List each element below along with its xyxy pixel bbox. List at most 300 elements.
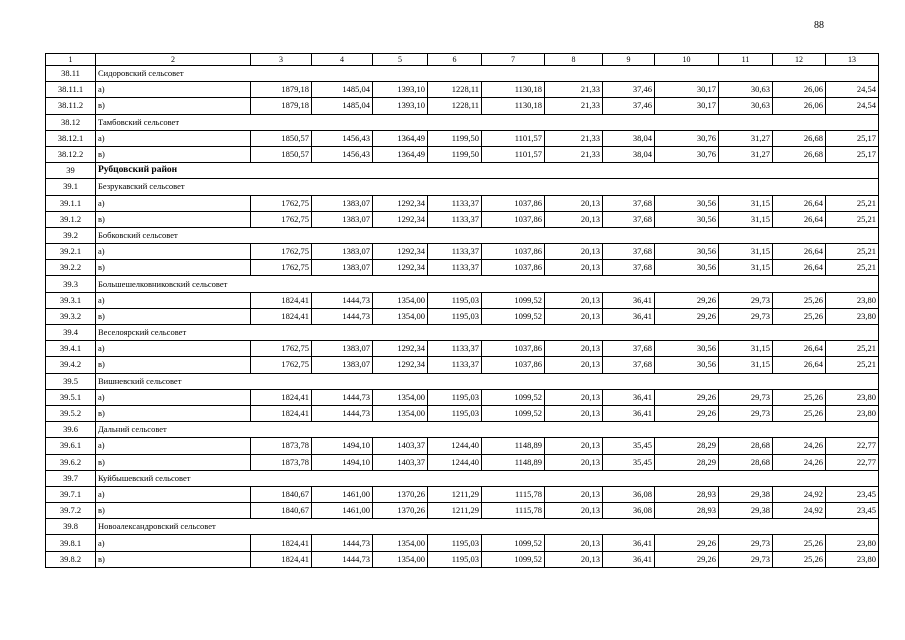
value-cell: 38,04 xyxy=(603,130,655,146)
column-number-cell: 2 xyxy=(96,54,251,66)
value-cell: 26,64 xyxy=(773,341,826,357)
value-cell: 21,33 xyxy=(545,146,603,162)
value-cell: 1199,50 xyxy=(428,130,482,146)
value-cell: 29,26 xyxy=(655,405,719,421)
column-number-cell: 3 xyxy=(251,54,312,66)
value-cell: 29,26 xyxy=(655,535,719,551)
value-cell: 20,13 xyxy=(545,535,603,551)
value-cell: 1850,57 xyxy=(251,130,312,146)
value-cell: 20,13 xyxy=(545,486,603,502)
value-cell: 25,21 xyxy=(826,244,879,260)
section-code-cell: 39.2 xyxy=(46,227,96,243)
value-cell: 28,68 xyxy=(719,438,773,454)
row-label-cell: в) xyxy=(96,551,251,567)
column-number-cell: 8 xyxy=(545,54,603,66)
value-cell: 1354,00 xyxy=(373,292,428,308)
value-cell: 31,15 xyxy=(719,260,773,276)
value-cell: 1383,07 xyxy=(312,341,373,357)
value-cell: 1037,86 xyxy=(482,195,545,211)
value-cell: 23,45 xyxy=(826,503,879,519)
value-cell: 1244,40 xyxy=(428,454,482,470)
value-cell: 1873,78 xyxy=(251,438,312,454)
value-cell: 1824,41 xyxy=(251,292,312,308)
table-row xyxy=(46,260,879,276)
row-code-cell: 38.12.2 xyxy=(46,146,96,162)
row-label-cell: в) xyxy=(96,211,251,227)
value-cell: 37,68 xyxy=(603,341,655,357)
value-cell: 1393,10 xyxy=(373,98,428,114)
row-label-cell: в) xyxy=(96,98,251,114)
value-cell: 1444,73 xyxy=(312,405,373,421)
value-cell: 29,26 xyxy=(655,308,719,324)
value-cell: 26,64 xyxy=(773,244,826,260)
row-code-cell: 39.2.1 xyxy=(46,244,96,260)
value-cell: 1762,75 xyxy=(251,244,312,260)
section-row xyxy=(46,470,879,486)
value-cell: 1824,41 xyxy=(251,389,312,405)
value-cell: 1824,41 xyxy=(251,405,312,421)
row-label-cell: в) xyxy=(96,357,251,373)
value-cell: 1873,78 xyxy=(251,454,312,470)
table-row xyxy=(46,405,879,421)
section-row xyxy=(46,66,879,82)
value-cell: 1148,89 xyxy=(482,438,545,454)
table-row xyxy=(46,244,879,260)
district-row xyxy=(46,163,879,179)
value-cell: 30,56 xyxy=(655,260,719,276)
value-cell: 1037,86 xyxy=(482,341,545,357)
value-cell: 30,63 xyxy=(719,98,773,114)
column-number-cell: 9 xyxy=(603,54,655,66)
row-label-cell: а) xyxy=(96,130,251,146)
value-cell: 1383,07 xyxy=(312,357,373,373)
section-title-cell: Веселоярский сельсовет xyxy=(96,325,879,341)
section-row xyxy=(46,422,879,438)
value-cell: 1879,18 xyxy=(251,82,312,98)
value-cell: 1456,43 xyxy=(312,130,373,146)
row-label-cell: а) xyxy=(96,292,251,308)
row-label-cell: а) xyxy=(96,195,251,211)
value-cell: 30,17 xyxy=(655,98,719,114)
value-cell: 1824,41 xyxy=(251,308,312,324)
value-cell: 1461,00 xyxy=(312,486,373,502)
value-cell: 29,38 xyxy=(719,503,773,519)
section-title-cell: Куйбышевский сельсовет xyxy=(96,470,879,486)
value-cell: 36,41 xyxy=(603,308,655,324)
value-cell: 20,13 xyxy=(545,503,603,519)
column-number-cell: 5 xyxy=(373,54,428,66)
value-cell: 29,26 xyxy=(655,292,719,308)
value-cell: 29,73 xyxy=(719,308,773,324)
value-cell: 38,04 xyxy=(603,146,655,162)
value-cell: 36,08 xyxy=(603,486,655,502)
value-cell: 1292,34 xyxy=(373,195,428,211)
value-cell: 1292,34 xyxy=(373,357,428,373)
row-code-cell: 39.6.2 xyxy=(46,454,96,470)
section-code-cell: 38.11 xyxy=(46,66,96,82)
value-cell: 1228,11 xyxy=(428,98,482,114)
value-cell: 1354,00 xyxy=(373,308,428,324)
value-cell: 1824,41 xyxy=(251,535,312,551)
value-cell: 1444,73 xyxy=(312,389,373,405)
value-cell: 1485,04 xyxy=(312,98,373,114)
value-cell: 30,56 xyxy=(655,244,719,260)
value-cell: 1101,57 xyxy=(482,146,545,162)
table-row xyxy=(46,389,879,405)
value-cell: 1211,29 xyxy=(428,503,482,519)
table-row xyxy=(46,82,879,98)
row-label-cell: в) xyxy=(96,454,251,470)
section-title-cell: Бобковский сельсовет xyxy=(96,227,879,243)
section-row xyxy=(46,179,879,195)
value-cell: 26,68 xyxy=(773,146,826,162)
value-cell: 1195,03 xyxy=(428,292,482,308)
row-label-cell: в) xyxy=(96,503,251,519)
value-cell: 23,80 xyxy=(826,308,879,324)
section-title-cell: Безрукавский сельсовет xyxy=(96,179,879,195)
row-code-cell: 39.1.2 xyxy=(46,211,96,227)
value-cell: 36,41 xyxy=(603,405,655,421)
value-cell: 23,80 xyxy=(826,551,879,567)
value-cell: 24,26 xyxy=(773,454,826,470)
value-cell: 37,46 xyxy=(603,82,655,98)
section-row xyxy=(46,325,879,341)
table-row xyxy=(46,130,879,146)
value-cell: 1444,73 xyxy=(312,292,373,308)
value-cell: 31,27 xyxy=(719,146,773,162)
value-cell: 1444,73 xyxy=(312,551,373,567)
value-cell: 30,63 xyxy=(719,82,773,98)
section-code-cell: 39 xyxy=(46,163,96,179)
value-cell: 26,06 xyxy=(773,98,826,114)
value-cell: 37,68 xyxy=(603,357,655,373)
row-label-cell: а) xyxy=(96,486,251,502)
value-cell: 1364,49 xyxy=(373,146,428,162)
row-code-cell: 38.11.1 xyxy=(46,82,96,98)
value-cell: 30,56 xyxy=(655,341,719,357)
value-cell: 37,68 xyxy=(603,211,655,227)
value-cell: 1456,43 xyxy=(312,146,373,162)
column-number-row xyxy=(46,54,879,66)
column-number-cell: 13 xyxy=(826,54,879,66)
row-label-cell: в) xyxy=(96,146,251,162)
value-cell: 1148,89 xyxy=(482,454,545,470)
value-cell: 29,73 xyxy=(719,535,773,551)
value-cell: 29,73 xyxy=(719,551,773,567)
value-cell: 23,80 xyxy=(826,535,879,551)
section-code-cell: 39.1 xyxy=(46,179,96,195)
table-row xyxy=(46,308,879,324)
value-cell: 1840,67 xyxy=(251,486,312,502)
value-cell: 24,54 xyxy=(826,82,879,98)
section-title-cell: Тамбовский сельсовет xyxy=(96,114,879,130)
table-row xyxy=(46,292,879,308)
column-number-cell: 4 xyxy=(312,54,373,66)
value-cell: 1879,18 xyxy=(251,98,312,114)
value-cell: 36,41 xyxy=(603,389,655,405)
table-body xyxy=(46,54,879,568)
value-cell: 21,33 xyxy=(545,130,603,146)
section-title-cell: Вишневский сельсовет xyxy=(96,373,879,389)
value-cell: 23,80 xyxy=(826,292,879,308)
value-cell: 1133,37 xyxy=(428,244,482,260)
value-cell: 1133,37 xyxy=(428,211,482,227)
value-cell: 26,64 xyxy=(773,260,826,276)
row-code-cell: 39.5.1 xyxy=(46,389,96,405)
row-code-cell: 39.6.1 xyxy=(46,438,96,454)
value-cell: 20,13 xyxy=(545,308,603,324)
value-cell: 1099,52 xyxy=(482,405,545,421)
section-title-cell: Большешелковниковский сельсовет xyxy=(96,276,879,292)
table-row xyxy=(46,341,879,357)
row-code-cell: 38.11.2 xyxy=(46,98,96,114)
value-cell: 1383,07 xyxy=(312,211,373,227)
value-cell: 24,26 xyxy=(773,438,826,454)
value-cell: 1099,52 xyxy=(482,535,545,551)
value-cell: 37,46 xyxy=(603,98,655,114)
value-cell: 1133,37 xyxy=(428,195,482,211)
value-cell: 25,26 xyxy=(773,308,826,324)
value-cell: 1130,18 xyxy=(482,98,545,114)
section-code-cell: 39.5 xyxy=(46,373,96,389)
value-cell: 1762,75 xyxy=(251,341,312,357)
value-cell: 36,41 xyxy=(603,292,655,308)
table-row xyxy=(46,98,879,114)
section-row xyxy=(46,373,879,389)
value-cell: 1195,03 xyxy=(428,308,482,324)
value-cell: 36,41 xyxy=(603,551,655,567)
table-row xyxy=(46,146,879,162)
value-cell: 1195,03 xyxy=(428,405,482,421)
value-cell: 30,76 xyxy=(655,130,719,146)
row-code-cell: 39.4.1 xyxy=(46,341,96,357)
value-cell: 1364,49 xyxy=(373,130,428,146)
value-cell: 30,17 xyxy=(655,82,719,98)
value-cell: 36,08 xyxy=(603,503,655,519)
value-cell: 1850,57 xyxy=(251,146,312,162)
row-label-cell: а) xyxy=(96,535,251,551)
value-cell: 1393,10 xyxy=(373,82,428,98)
value-cell: 26,06 xyxy=(773,82,826,98)
value-cell: 1228,11 xyxy=(428,82,482,98)
table-row xyxy=(46,357,879,373)
value-cell: 1099,52 xyxy=(482,551,545,567)
value-cell: 1037,86 xyxy=(482,260,545,276)
value-cell: 30,76 xyxy=(655,146,719,162)
value-cell: 29,73 xyxy=(719,405,773,421)
value-cell: 25,21 xyxy=(826,357,879,373)
value-cell: 1762,75 xyxy=(251,211,312,227)
value-cell: 20,13 xyxy=(545,357,603,373)
value-cell: 30,56 xyxy=(655,195,719,211)
value-cell: 1762,75 xyxy=(251,195,312,211)
value-cell: 1461,00 xyxy=(312,503,373,519)
value-cell: 31,15 xyxy=(719,341,773,357)
value-cell: 30,56 xyxy=(655,357,719,373)
value-cell: 31,15 xyxy=(719,357,773,373)
row-code-cell: 39.4.2 xyxy=(46,357,96,373)
value-cell: 1130,18 xyxy=(482,82,545,98)
row-code-cell: 39.1.1 xyxy=(46,195,96,211)
section-row xyxy=(46,114,879,130)
value-cell: 25,26 xyxy=(773,389,826,405)
section-code-cell: 39.6 xyxy=(46,422,96,438)
value-cell: 20,13 xyxy=(545,211,603,227)
value-cell: 1115,78 xyxy=(482,503,545,519)
value-cell: 28,29 xyxy=(655,438,719,454)
row-code-cell: 39.8.2 xyxy=(46,551,96,567)
row-label-cell: а) xyxy=(96,244,251,260)
value-cell: 1370,26 xyxy=(373,486,428,502)
value-cell: 1403,37 xyxy=(373,454,428,470)
value-cell: 25,17 xyxy=(826,130,879,146)
value-cell: 1494,10 xyxy=(312,454,373,470)
section-row xyxy=(46,276,879,292)
value-cell: 1403,37 xyxy=(373,438,428,454)
value-cell: 1292,34 xyxy=(373,211,428,227)
value-cell: 1762,75 xyxy=(251,357,312,373)
row-label-cell: а) xyxy=(96,341,251,357)
value-cell: 26,64 xyxy=(773,357,826,373)
value-cell: 24,92 xyxy=(773,503,826,519)
value-cell: 25,26 xyxy=(773,292,826,308)
value-cell: 23,80 xyxy=(826,405,879,421)
value-cell: 20,13 xyxy=(545,405,603,421)
column-number-cell: 11 xyxy=(719,54,773,66)
value-cell: 25,21 xyxy=(826,211,879,227)
value-cell: 28,29 xyxy=(655,454,719,470)
value-cell: 36,41 xyxy=(603,535,655,551)
value-cell: 29,38 xyxy=(719,486,773,502)
value-cell: 1840,67 xyxy=(251,503,312,519)
value-cell: 22,77 xyxy=(826,454,879,470)
row-code-cell: 39.3.2 xyxy=(46,308,96,324)
column-number-cell: 6 xyxy=(428,54,482,66)
value-cell: 37,68 xyxy=(603,260,655,276)
value-cell: 20,13 xyxy=(545,341,603,357)
value-cell: 1383,07 xyxy=(312,195,373,211)
value-cell: 29,73 xyxy=(719,292,773,308)
row-code-cell: 39.7.2 xyxy=(46,503,96,519)
row-label-cell: в) xyxy=(96,260,251,276)
value-cell: 1037,86 xyxy=(482,244,545,260)
table-row xyxy=(46,195,879,211)
section-code-cell: 39.7 xyxy=(46,470,96,486)
value-cell: 25,21 xyxy=(826,195,879,211)
value-cell: 1195,03 xyxy=(428,551,482,567)
section-code-cell: 39.3 xyxy=(46,276,96,292)
value-cell: 35,45 xyxy=(603,438,655,454)
value-cell: 29,73 xyxy=(719,389,773,405)
value-cell: 29,26 xyxy=(655,551,719,567)
value-cell: 1199,50 xyxy=(428,146,482,162)
column-number-cell: 10 xyxy=(655,54,719,66)
value-cell: 25,21 xyxy=(826,341,879,357)
value-cell: 25,17 xyxy=(826,146,879,162)
row-code-cell: 39.3.1 xyxy=(46,292,96,308)
value-cell: 37,68 xyxy=(603,244,655,260)
value-cell: 1099,52 xyxy=(482,389,545,405)
value-cell: 1383,07 xyxy=(312,260,373,276)
tariff-table xyxy=(45,53,879,568)
value-cell: 31,15 xyxy=(719,244,773,260)
row-code-cell: 39.7.1 xyxy=(46,486,96,502)
value-cell: 1494,10 xyxy=(312,438,373,454)
table-row xyxy=(46,551,879,567)
value-cell: 24,54 xyxy=(826,98,879,114)
column-number-cell: 12 xyxy=(773,54,826,66)
value-cell: 20,13 xyxy=(545,260,603,276)
value-cell: 20,13 xyxy=(545,244,603,260)
value-cell: 1115,78 xyxy=(482,486,545,502)
column-number-cell: 7 xyxy=(482,54,545,66)
section-title-cell: Дальний сельсовет xyxy=(96,422,879,438)
value-cell: 26,64 xyxy=(773,211,826,227)
value-cell: 26,68 xyxy=(773,130,826,146)
value-cell: 1195,03 xyxy=(428,535,482,551)
table-row xyxy=(46,211,879,227)
row-code-cell: 38.12.1 xyxy=(46,130,96,146)
value-cell: 1195,03 xyxy=(428,389,482,405)
value-cell: 31,15 xyxy=(719,195,773,211)
value-cell: 25,21 xyxy=(826,260,879,276)
value-cell: 21,33 xyxy=(545,82,603,98)
value-cell: 1101,57 xyxy=(482,130,545,146)
table-row xyxy=(46,503,879,519)
value-cell: 1485,04 xyxy=(312,82,373,98)
row-label-cell: в) xyxy=(96,405,251,421)
table-row xyxy=(46,454,879,470)
value-cell: 1292,34 xyxy=(373,260,428,276)
section-title-cell: Новоалександровский сельсовет xyxy=(96,519,879,535)
value-cell: 1824,41 xyxy=(251,551,312,567)
district-title-cell: Рубцовский район xyxy=(96,163,879,179)
value-cell: 1211,29 xyxy=(428,486,482,502)
value-cell: 26,64 xyxy=(773,195,826,211)
value-cell: 25,26 xyxy=(773,535,826,551)
row-code-cell: 39.5.2 xyxy=(46,405,96,421)
value-cell: 22,77 xyxy=(826,438,879,454)
value-cell: 1354,00 xyxy=(373,405,428,421)
value-cell: 1292,34 xyxy=(373,244,428,260)
value-cell: 35,45 xyxy=(603,454,655,470)
section-row xyxy=(46,519,879,535)
value-cell: 20,13 xyxy=(545,292,603,308)
value-cell: 24,92 xyxy=(773,486,826,502)
value-cell: 28,68 xyxy=(719,454,773,470)
value-cell: 31,15 xyxy=(719,211,773,227)
value-cell: 23,45 xyxy=(826,486,879,502)
section-title-cell: Сидоровский сельсовет xyxy=(96,66,879,82)
row-label-cell: а) xyxy=(96,82,251,98)
value-cell: 28,93 xyxy=(655,503,719,519)
value-cell: 20,13 xyxy=(545,438,603,454)
row-code-cell: 39.8.1 xyxy=(46,535,96,551)
value-cell: 29,26 xyxy=(655,389,719,405)
value-cell: 1099,52 xyxy=(482,292,545,308)
table-row xyxy=(46,486,879,502)
value-cell: 21,33 xyxy=(545,98,603,114)
value-cell: 23,80 xyxy=(826,389,879,405)
row-code-cell: 39.2.2 xyxy=(46,260,96,276)
value-cell: 25,26 xyxy=(773,551,826,567)
row-label-cell: в) xyxy=(96,308,251,324)
value-cell: 1133,37 xyxy=(428,357,482,373)
table-row xyxy=(46,535,879,551)
value-cell: 1244,40 xyxy=(428,438,482,454)
value-cell: 1354,00 xyxy=(373,389,428,405)
value-cell: 1762,75 xyxy=(251,260,312,276)
